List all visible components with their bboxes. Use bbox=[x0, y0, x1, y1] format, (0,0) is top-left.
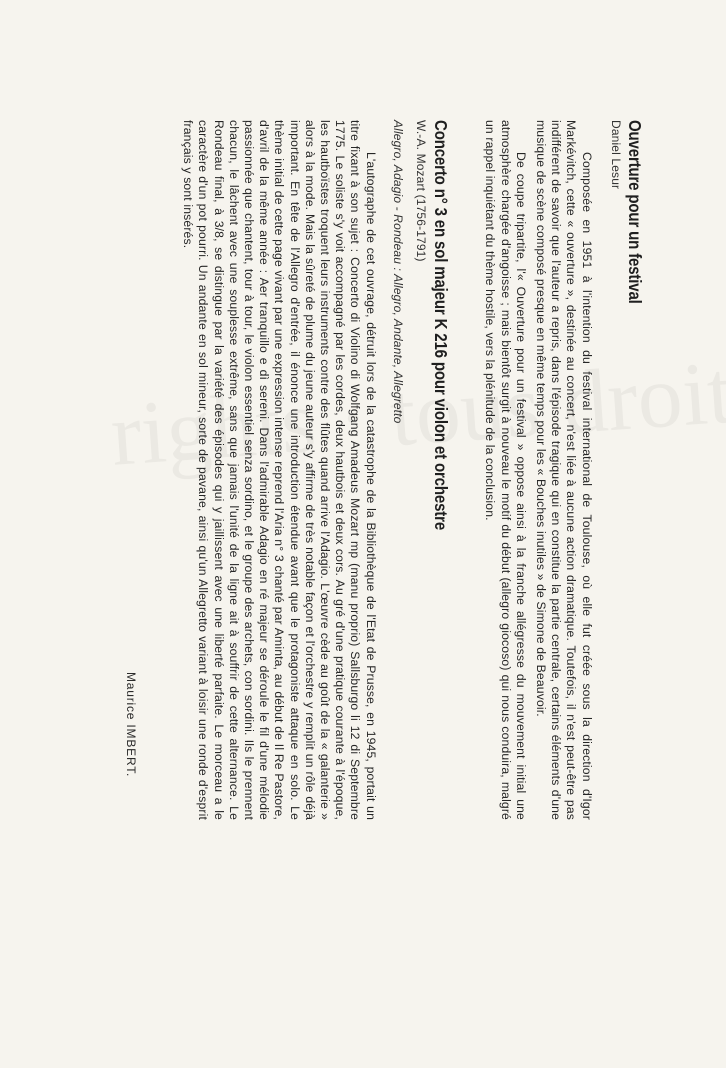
section1-paragraph-1: Composée en 1951 à l'intention du festival international de Toulouse, où elle fut créée sous la direction d'Igor Markévitch, cette « ouverture », destinée au concert, n'est liée à aucune action dramatique. Toutefois, il n'est peut-être pas indifférent de savoir que l'auteur a repris, dans l'épisode tragique qui en constitue la partie centrale, certains éléments d'une musique de scène composé presque en même temps pour les « Bouches inutiles » de Simone de Beauvoir. bbox=[533, 120, 594, 820]
signature: Maurice IMBERT. bbox=[124, 672, 138, 778]
section1-title: Ouverture pour un festival bbox=[625, 120, 645, 304]
section1-paragraph-2: De coupe tripartite, l'« Ouverture pour un festival » oppose ainsi à la franche allégresse du mouvement initial une atmosphère chargée d'angoisse ; mais bientôt surgit à nouveau le motif du début (allegro giocoso) qui nous conduira, malgré un rappel inquiétant du thème hostile, vers la plénitude de la conclusion. bbox=[483, 120, 528, 820]
section2-movements: Allegro, Adagio - Rondeau : Allegro, Andante, Allegretto bbox=[390, 120, 405, 424]
section2-composer: W.-A. Mozart (1756-1791) bbox=[413, 120, 428, 262]
section1-author: Daniel Lesur bbox=[608, 120, 623, 190]
program-notes bbox=[180, 120, 645, 820]
section2-title: Concerto n° 3 en sol majeur K 216 pour violon et orchestre bbox=[431, 120, 452, 531]
section2-paragraph-1: L'autographe de cet ouvrage, détruit lors de la catastrophe de la Bibliothèque de l'Etat de Prusse, en 1945, portait un titre fixant à son sujet : Concerto di Violino di Wolfgang Amadeus Mozart mp (manu proprio) Sallsburgo li 12 di Septembre 1775. Le soliste s'y voit accompagné par les cordes, deux hautbois et deux cors. Au gré d'une pratique courante à l'époque, les hautboïstes troquent leurs instruments contre des flûtes quand arrive l'Adagio. L'œuvre cède au goût de la « galanterie » alors à la mode. Mais la sûreté de plume du jeune auteur s'y affirme de très notable façon et l'orchestre y remplit un rôle déjà important. En tête de l'Allegro d'entrée, il énonce une introduction étendue avant que le protagoniste attaque en solo. Le thème initial de cette page vivant par une expression intense reprend l'Aria n° 3 chanté par Aminta, au début de Il Re Pastore, d'avril de la même année : Aer tranquillo e dì sereni. Dans l'admirable Adagio en ré majeur se déroule le fil d'une mélodie passionnée que chantent, tour à tour, le violon essentiel senza sordino, et le groupe des archets, con sordini. Ils le prennent chacun, le lâchent avec une souplesse extrême, sans que jamais l'unité de la ligne ait à souffrir de cette alternance. Le Rondeau final, à 3/8, se distingue par la variété des épisodes qui y jaillissent avec une liberté parfaite. Le morceau a le caractère d'un pot pourri. Un andante en sol mineur, sorte de pavane, ainsi qu'un Allegretto variant à loisir une ronde d'esprit français y sont insérés. bbox=[181, 120, 378, 820]
